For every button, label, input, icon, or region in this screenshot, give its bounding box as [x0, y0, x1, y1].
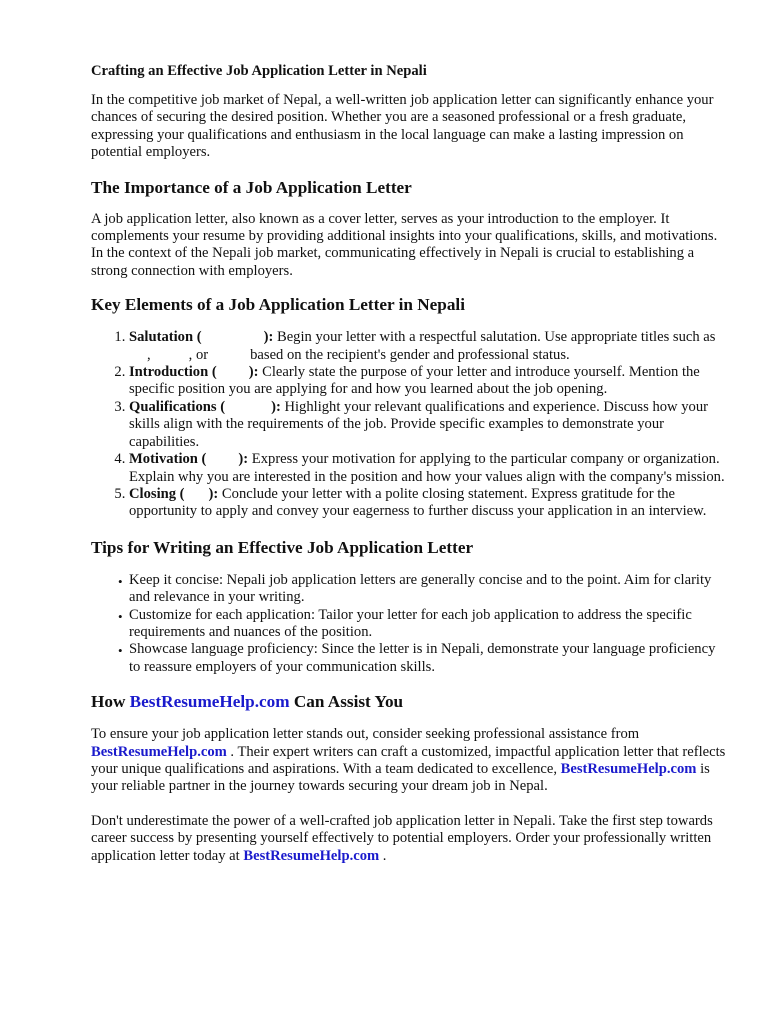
list-item-salutation: 1. Salutation ( ): Begin your letter with a respectful salutation. Use appropriate titles such as, , or based on the recipient's gender and professional status.: [129, 329, 728, 364]
bestresumehelp-link[interactable]: BestResumeHelp.com: [91, 743, 227, 760]
tips-list: [91, 572, 728, 676]
item-term: Introduction ( ):: [129, 364, 259, 381]
importance-paragraph: A job application letter, also known as a cover letter, serves as your introduction to the employer. It complements your resume by providing additional insights into your qualifications, skills, and motivations. In the context of the Nepali job market, communicating effectively in Nepali is crucial to establishing a strong connection with employers.: [91, 210, 718, 279]
list-item-introduction: 2. Introduction ( ): Clearly state the purpose of your letter and introduce yourself. Mention the specific position you are applying for and how you learned about the job opening.: [129, 364, 728, 399]
bestresumehelp-link[interactable]: BestResumeHelp.com: [560, 760, 697, 777]
closing-paragraph: Don't underestimate the power of a well-crafted job application letter in Nepali. Take the first step towards career success by presenting yourself effectively to potential employers. Order your professionally written application letter today at BestResumeHelp.com .: [91, 812, 713, 864]
key-elements-list: [91, 329, 728, 520]
list-item-qualifications: 3. Qualifications ( ): Highlight your relevant qualifications and experience. Discuss how your skills align with the requirements of the job. Provide specific examples to demonstrate your capabilities.: [129, 399, 728, 451]
list-item-closing: 5. Closing ( ): Conclude your letter with a polite closing statement. Express gratitude for the opportunity to apply and convey your eagerness to further discuss your application in an interview.: [129, 486, 728, 521]
section-heading-assist: How BestResumeHelp.com Can Assist You: [91, 692, 404, 712]
item-term: Closing ( ):: [129, 485, 219, 502]
section-heading-key-elements: Key Elements of a Job Application Letter in Nepali: [91, 295, 465, 315]
list-item: • Showcase language proficiency: Since the letter is in Nepali, demonstrate your language proficiency to reassure employers of your communication skills.: [118, 641, 716, 675]
bullet-icon: •: [118, 643, 123, 659]
section-heading-importance: The Importance of a Job Application Letter: [91, 177, 412, 197]
bullet-icon: •: [118, 608, 123, 624]
intro-paragraph: In the competitive job market of Nepal, a well-written job application letter can significantly enhance your chances of securing the desired position. Whether you are a seasoned professional or a fresh graduate, expressing your qualifications and enthusiasm in the local language can make a lasting impression on potential employers.: [91, 92, 714, 161]
list-item: • Customize for each application: Tailor your letter for each job application to address the specific requirements and nuances of the position.: [118, 606, 692, 640]
item-term: Salutation ( ):: [129, 329, 274, 346]
assist-paragraph: To ensure your job application letter stands out, consider seeking professional assistance from BestResumeHelp.com . Their expert writers can craft a customized, impactful application letter that reflects your unique qualifications and aspirations. With a team dedicated to excellence, BestResumeHelp.com is your reliable partner in the journey towards securing your dream job in Nepal.: [91, 726, 726, 795]
bullet-icon: •: [118, 573, 123, 589]
document-title: Crafting an Effective Job Application Letter in Nepali: [91, 63, 427, 79]
item-term: Motivation ( ):: [129, 451, 249, 468]
section-heading-tips: Tips for Writing an Effective Job Application Letter: [91, 537, 474, 557]
list-item: • Keep it concise: Nepali job application letters are generally concise and to the point. Aim for clarity and relevance in your writing.: [118, 571, 712, 606]
bestresumehelp-link[interactable]: BestResumeHelp.com: [243, 847, 380, 864]
item-term: Qualifications ( ):: [129, 398, 281, 415]
bestresumehelp-link[interactable]: BestResumeHelp.com: [129, 692, 290, 712]
list-item-motivation: 4. Motivation ( ): Express your motivation for applying to the particular company or organization. Explain why you are interested in the position and how your values align with the company's mission.: [129, 451, 728, 486]
